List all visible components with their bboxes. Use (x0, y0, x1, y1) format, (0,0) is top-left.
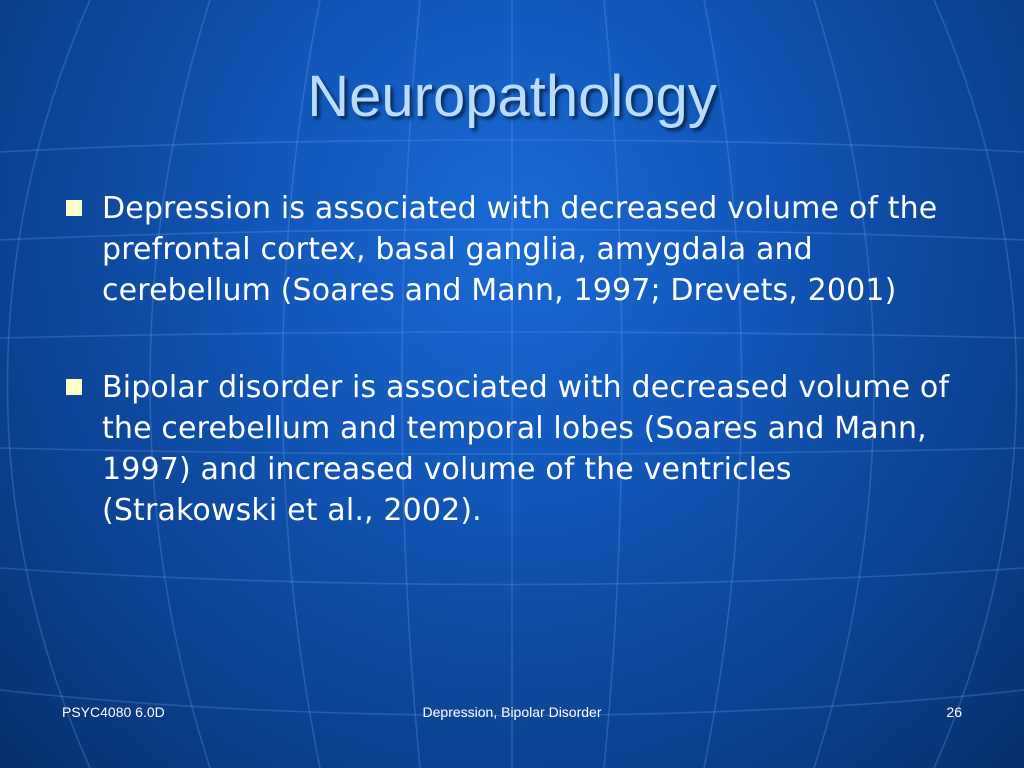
bullet-text: Bipolar disorder is associated with decreased volume of the cerebellum and temporal lobes (Soares and Mann, 1997) and increased volume of the ventricles (Strakowski et al., 2002). (102, 370, 950, 528)
square-bullet-icon (66, 379, 82, 395)
footer-course-code: PSYC4080 6.0D (62, 704, 165, 720)
slide-title: Neuropathology (307, 64, 717, 129)
bullet-text: Depression is associated with decreased volume of the prefrontal cortex, basal ganglia, amygdala and cerebellum (Soares and Mann, 1997; Drevets, 2001) (102, 191, 938, 308)
footer-slide-number: 26 (946, 704, 962, 720)
bullet-item-bipolar (62, 367, 962, 531)
square-bullet-icon (66, 200, 82, 216)
bullet-item-depression (62, 188, 962, 311)
footer-topic: Depression, Bipolar Disorder (422, 704, 602, 720)
bullet-list (62, 188, 962, 531)
